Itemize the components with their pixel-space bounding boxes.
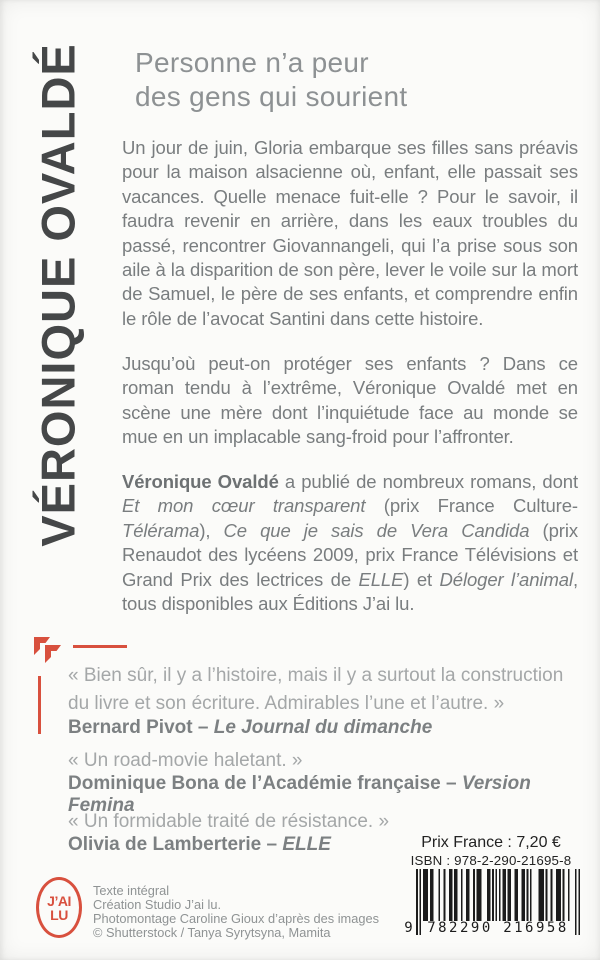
price-label: Prix France : 7,20 € xyxy=(421,834,561,851)
text-segment: Télérama xyxy=(122,519,200,541)
press-quote-3: « Un formidable traité de résistance. » xyxy=(68,811,390,832)
author-name-vertical: VÉRONIQUE OVALDÉ xyxy=(31,43,85,547)
quote-rule-horizontal xyxy=(73,645,127,648)
jai-lu-logo xyxy=(36,877,82,938)
edition-credits xyxy=(93,884,379,940)
text-segment: Ce que je sais de Vera Candida xyxy=(223,519,530,541)
text-segment: Et mon cœur transparent xyxy=(122,495,366,517)
credit-line: Texte intégral xyxy=(93,883,170,898)
book-title xyxy=(135,46,407,114)
text-segment: Version Femina xyxy=(68,773,531,816)
text-segment: , tous disponibles aux Éditions J’ai lu. xyxy=(122,568,578,615)
synopsis-paragraph-2: Jusqu’où peut-on protéger ses enfants ? Dans ce roman tendu à l’extrême, Véronique Ovaldé met en scène une mère dont l’inquiétude face au monde se mue en un implacable sang-froid pour l’affronter. xyxy=(122,353,578,448)
author-bio xyxy=(122,470,578,616)
text-segment: Véronique Ovaldé xyxy=(122,471,279,492)
text-segment: ) et xyxy=(403,568,440,590)
jai-lu-logo-line2: LU xyxy=(50,906,68,923)
press-quote-1-attribution xyxy=(68,717,576,739)
jai-lu-logo-line1: J’AI xyxy=(47,892,71,909)
press-quote-2: « Un road-movie haletant. » xyxy=(68,750,303,771)
text-segment: (prix France Culture- xyxy=(365,495,578,517)
text-segment: ELLE xyxy=(358,568,404,590)
text-segment: Dominique Bona de l’Académie française – xyxy=(68,773,462,794)
pullquote-icon xyxy=(34,637,64,669)
text-segment: Olivia de Lamberterie – xyxy=(68,834,283,855)
quote-rule-vertical xyxy=(38,676,41,734)
synopsis-paragraph-1: Un jour de juin, Gloria embarque ses filles sans préavis pour la maison alsacienne où, enfant, elle passait ses vacances. Quelle menace fuit-elle ? Pour le savoir, il faudra revenir en arrière, dans les eaux troubles du passé, rencontrer Giovannangeli, qui l’a prise sous son aile à la disparition de son père, lever le voile sur la mort de Samuel, le père de ses enfants, et comprendre enfin le rôle de l’avocat Santini dans cette histoire. xyxy=(122,137,578,329)
credit-line: Photomontage Caroline Gioux d’après des images xyxy=(93,911,379,926)
text-segment: ), xyxy=(199,519,224,541)
text-segment: (prix Renaudot des lycéens 2009, prix France Télévisions et Grand Prix des lectrices de xyxy=(122,519,579,590)
barcode-digits-group2: 216958 xyxy=(498,921,574,936)
credit-line: Création Studio J’ai lu. xyxy=(93,897,222,912)
text-segment: Bernard Pivot – xyxy=(68,717,214,738)
barcode-digit-left: 9 xyxy=(404,920,413,936)
credit-line: © Shutterstock / Tanya Syrytsyna, Mamita xyxy=(93,925,331,940)
book-title-line2: des gens qui sourient xyxy=(135,81,408,112)
isbn-label: ISBN : 978-2-290-21695-8 xyxy=(410,853,572,868)
text-segment: ELLE xyxy=(282,834,331,855)
text-segment: Déloger l’animal xyxy=(439,568,573,590)
ean13-barcode xyxy=(402,869,580,936)
text-segment: Le Journal du dimanche xyxy=(213,717,433,738)
barcode-digits-group1: 782290 xyxy=(422,921,498,936)
book-title-line1: Personne n’a peur xyxy=(135,47,369,78)
text-segment: a publié de nombreux romans, dont xyxy=(278,471,579,492)
press-quote-1: « Bien sûr, il y a l’histoire, mais il y a surtout la construction du livre et son écriture. Admirables l’une et l’autre. » xyxy=(68,665,564,714)
